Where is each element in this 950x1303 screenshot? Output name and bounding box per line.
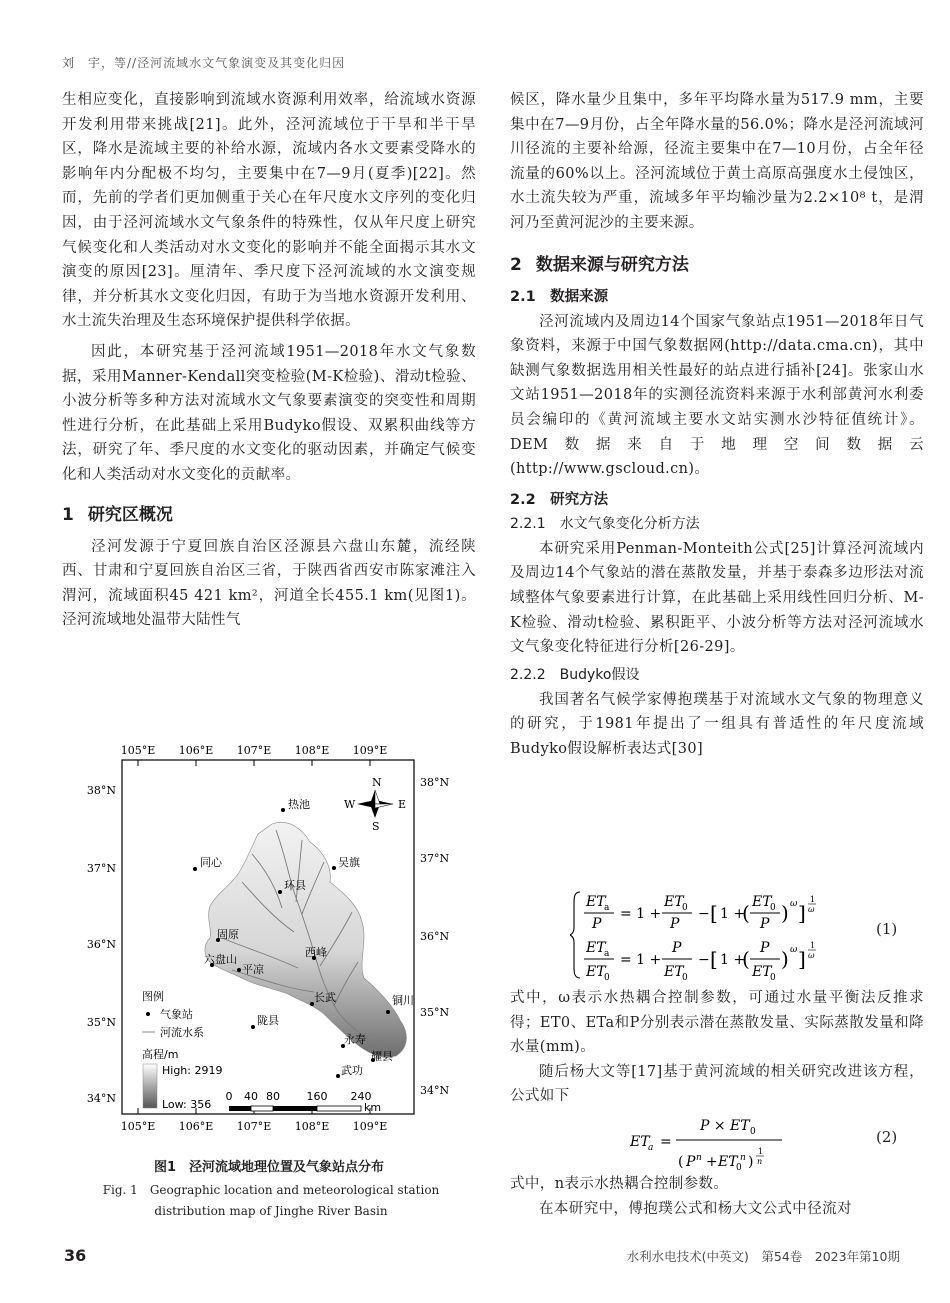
station-label: 吴旗 — [338, 856, 360, 869]
lat-label-left: 35°N — [86, 1016, 116, 1029]
svg-text:[: [ — [710, 947, 718, 971]
lon-label-bottom: 108°E — [294, 1120, 330, 1133]
station-label: 环县 — [284, 879, 306, 892]
svg-text:W: W — [344, 798, 356, 811]
right-column — [510, 88, 924, 761]
station-label: 铜川 — [392, 994, 414, 1007]
figure-caption-en: Fig. 1 Geographic location and meteorological station distribution map of Jinghe River Basin — [102, 1183, 440, 1218]
svg-text:0: 0 — [770, 973, 776, 982]
svg-text:E: E — [398, 798, 407, 811]
svg-text:n: n — [740, 1153, 746, 1163]
equation-1 — [570, 888, 840, 986]
station-label: 陇县 — [257, 1014, 279, 1027]
svg-text:n: n — [696, 1153, 702, 1163]
lat-label-right: 37°N — [420, 852, 450, 865]
subsection-2-2-2-heading: 2.2.2 Budyko假设 — [510, 666, 640, 683]
svg-text:−: − — [698, 952, 710, 968]
left-paragraph-3: 泾河发源于宁夏回族自治区泾源县六盘山东麓，流经陕西、甘肃和宁夏回族自治区三省，于陕西省西安市陈家滩注入渭河，流域面积45 421 km²，河道全长455.1 km(见图1)。泾河流域地处温带大陆性气 — [62, 538, 476, 629]
lat-label-left: 36°N — [86, 938, 116, 951]
section-1-heading: 1 研究区概况 — [62, 504, 173, 525]
page-number: 36 — [64, 1246, 87, 1265]
svg-text:=: = — [660, 1134, 672, 1150]
left-column — [62, 88, 476, 633]
right-paragraph-2: 泾河流域内及周边14个国家气象站点1951—2018年日气象资料，来源于中国气象数据网(http://data.cma.cn)，其中缺测气象数据选用相关性最好的站点进行插补[24]。张家山水文站1951—2018年的实测径流资料来源于水利部黄河水利委员会编印的《黄河流域主要水文站实测水沙特征值统计》。DEM数据来自于地理空间数据云(http://www.gscloud.cn)。 — [510, 313, 924, 478]
svg-text:n: n — [757, 1157, 763, 1166]
right-paragraph-6: 随后杨大文等[17]基于黄河流域的相关研究改进该方程，公式如下 — [510, 1063, 924, 1105]
station-label: 武功 — [341, 1064, 363, 1077]
svg-text:P: P — [686, 1154, 696, 1170]
lon-label-top: 105°E — [120, 744, 156, 757]
svg-text:(: ( — [742, 947, 750, 971]
svg-text:气象站: 气象站 — [160, 1008, 193, 1021]
svg-text:P: P — [670, 916, 680, 932]
station-label: 平凉 — [242, 963, 264, 976]
svg-text:240: 240 — [350, 1090, 372, 1103]
section-2-heading: 2 数据来源与研究方法 — [510, 254, 689, 275]
station-label: 耀县 — [371, 1050, 393, 1063]
lat-label-left: 37°N — [86, 862, 116, 875]
svg-text:0: 0 — [682, 973, 688, 982]
station-label: 热池 — [288, 798, 310, 811]
lat-label-left: 38°N — [86, 784, 116, 797]
lat-label-right: 38°N — [420, 776, 450, 789]
map-svg — [62, 742, 476, 1152]
right-paragraph-7: 式中，n表示水热耦合控制参数。 — [510, 1176, 729, 1192]
svg-text:ω: ω — [790, 945, 798, 955]
right-paragraph-5: 式中，ω表示水热耦合控制参数，可通过水量平衡法反推求得；ET0、ETa和P分别表示潜在蒸散发量、实际蒸散发量和降水量(mm)。 — [510, 990, 924, 1056]
subsection-2-2-heading: 2.2 研究方法 — [510, 491, 609, 508]
svg-text:ω: ω — [808, 951, 815, 960]
svg-text:+: + — [706, 1154, 718, 1170]
lon-label-top: 106°E — [178, 744, 214, 757]
svg-text:P: P — [760, 940, 770, 956]
svg-text:ET: ET — [752, 894, 772, 910]
svg-text:0: 0 — [682, 903, 688, 913]
svg-text:= 1 +: = 1 + — [620, 952, 662, 968]
svg-text:a: a — [604, 903, 610, 913]
right-paragraph-3: 本研究采用Penman-Monteith公式[25]计算泾河流域内及周边14个气象站的潜在蒸散发量，并基于泰森多边形法对流域整体气象要素进行计算，在此基础上采用线性回归分析、M-K检验、滑动t检验、累积距平、小波分析等方法对泾河流域水文气象变化特征进行分析[26-29]。 — [510, 540, 924, 656]
lon-label-bottom: 107°E — [236, 1120, 272, 1133]
svg-text:ET: ET — [630, 1134, 650, 1150]
svg-text:P: P — [672, 940, 682, 956]
svg-text:a: a — [604, 949, 610, 959]
svg-text:1: 1 — [810, 941, 816, 950]
right-column-bottom — [510, 1172, 924, 1221]
svg-text:): ) — [781, 901, 789, 925]
station-label: 西峰 — [305, 946, 327, 959]
svg-text:0: 0 — [604, 973, 610, 982]
svg-text:0: 0 — [736, 1163, 742, 1173]
lat-label-right: 34°N — [420, 1084, 450, 1097]
right-paragraph-4: 我国著名气候学家傅抱璞基于对流域水文气象的物理意义的研究，于1981年提出了一组具有普适性的年尺度流域Budyko假设解析表达式[30] — [510, 691, 924, 757]
svg-text:40: 40 — [244, 1090, 258, 1103]
svg-text:Low: 356: Low: 356 — [162, 1098, 212, 1111]
svg-text:(: ( — [678, 1154, 684, 1170]
station-label: 固原 — [217, 928, 239, 941]
svg-text:ET: ET — [664, 894, 684, 910]
svg-text:0: 0 — [750, 1127, 756, 1137]
journal-footer: 水利水电技术(中英文) 第54卷 2023年第10期 — [626, 1249, 900, 1264]
svg-text:ET: ET — [664, 964, 684, 980]
svg-text:ET: ET — [586, 940, 606, 956]
right-paragraph-1: 候区，降水量少且集中，多年平均降水量为517.9 mm，主要集中在7—9月份，占全年降水量的56.0%；降水是泾河流域河川径流的主要补给源，径流主要集中在7—10月份，占全年径流量的60%以上。泾河流域位于黄土高原高强度水土侵蚀区，水土流失较为严重，流域多年平均输沙量为2.2×10⁸ t，是渭河乃至黄河泥沙的主要来源。 — [510, 92, 924, 231]
svg-text:High: 2919: High: 2919 — [162, 1064, 223, 1077]
right-paragraph-8: 在本研究中，傅抱璞公式和杨大文公式中径流对 — [539, 1200, 852, 1217]
svg-text:ω: ω — [790, 899, 798, 909]
station-label: 同心 — [200, 856, 222, 869]
svg-text:高程/m: 高程/m — [142, 1048, 179, 1061]
equation-1-number: (1) — [876, 920, 898, 938]
left-paragraph-1: 生相应变化，直接影响到流域水资源利用效率，给流域水资源开发利用带来挑战[21]。此外，泾河流域位于干旱和半干旱区，降水是流域主要的补给水源，流域内各水文要素受降水的影响年内分配极不均匀，主要集中在7—9月(夏季)[22]。然而，先前的学者们更加侧重于关心在年尺度水文序列的变化归因，由于泾河流域水文气象条件的特殊性，仅从年尺度上研究气候变化和人类活动对水文变化的影响并不能全面揭示其水文演变的原因[23]。厘清年、季尺度下泾河流域的水文演变规律，并分析其水文变化归因，有助于为当地水资源开发利用、水土流失治理及生态环境保护提供科学依据。 — [62, 92, 476, 330]
equation-2 — [630, 1110, 800, 1178]
equation-2-number: (2) — [876, 1128, 898, 1146]
svg-text:−: − — [698, 906, 710, 922]
svg-text:0: 0 — [770, 903, 776, 913]
lat-label-right: 36°N — [420, 930, 450, 943]
svg-text:[: [ — [710, 901, 718, 925]
svg-text:]: ] — [798, 901, 806, 925]
lat-label-right: 35°N — [420, 1006, 450, 1019]
station-label: 长武 — [314, 991, 336, 1004]
svg-text:): ) — [781, 947, 789, 971]
station-label: 永寿 — [344, 1033, 366, 1046]
figure-caption-zh: 图1 泾河流域地理位置及气象站点分布 — [153, 1160, 385, 1175]
svg-text:(: ( — [742, 901, 750, 925]
svg-text:ω: ω — [808, 905, 815, 914]
svg-text:河流水系: 河流水系 — [160, 1026, 204, 1039]
lon-label-top: 109°E — [352, 744, 388, 757]
svg-text:= 1 +: = 1 + — [620, 906, 662, 922]
svg-text:ET: ET — [752, 964, 772, 980]
left-paragraph-2: 因此，本研究基于泾河流域1951—2018年水文气象数据，采用Manner-Kendall突变检验(M-K检验)、滑动t检验、小波分析等多种方法对流域水文气象要素演变的突变性和周期性进行分析，在此基础上采用Budyko假设、双累积曲线等方法，研究了年、季尺度的水文变化的驱动因素，并确定气候变化和人类活动对水文变化的贡献率。 — [62, 343, 476, 483]
subsection-2-1-heading: 2.1 数据来源 — [510, 288, 609, 305]
svg-text:S: S — [372, 820, 380, 833]
svg-text:1 +: 1 + — [720, 952, 746, 968]
svg-text:80: 80 — [266, 1090, 280, 1103]
svg-text:ET: ET — [718, 1154, 738, 1170]
svg-text:1: 1 — [758, 1147, 764, 1156]
svg-text:]: ] — [798, 947, 806, 971]
lon-label-top: 108°E — [294, 744, 330, 757]
svg-text:0: 0 — [225, 1090, 233, 1103]
svg-text:ET: ET — [586, 894, 606, 910]
lon-label-bottom: 109°E — [352, 1120, 388, 1133]
svg-text:P: P — [592, 916, 602, 932]
subsection-2-2-1-heading: 2.2.1 水文气象变化分析方法 — [510, 515, 700, 532]
running-head: 刘 宇，等//泾河流域水文气象演变及其变化归因 — [62, 56, 346, 70]
svg-text:P: P — [760, 916, 770, 932]
lon-label-bottom: 106°E — [178, 1120, 214, 1133]
svg-text:N: N — [372, 776, 382, 789]
lon-label-bottom: 105°E — [120, 1120, 156, 1133]
svg-text:P × ET: P × ET — [700, 1118, 750, 1134]
svg-text:ET: ET — [586, 964, 606, 980]
svg-text:1: 1 — [810, 895, 816, 904]
lon-label-top: 107°E — [236, 744, 272, 757]
right-column-lower — [510, 986, 924, 1109]
svg-text:): ) — [748, 1154, 754, 1170]
svg-text:1 +: 1 + — [720, 906, 746, 922]
svg-text:km: km — [364, 1101, 382, 1114]
svg-text:160: 160 — [306, 1090, 328, 1103]
station-label: 六盘山 — [204, 953, 237, 966]
svg-text:a: a — [648, 1143, 654, 1153]
svg-text:图例: 图例 — [142, 990, 164, 1003]
lat-label-left: 34°N — [86, 1092, 116, 1105]
